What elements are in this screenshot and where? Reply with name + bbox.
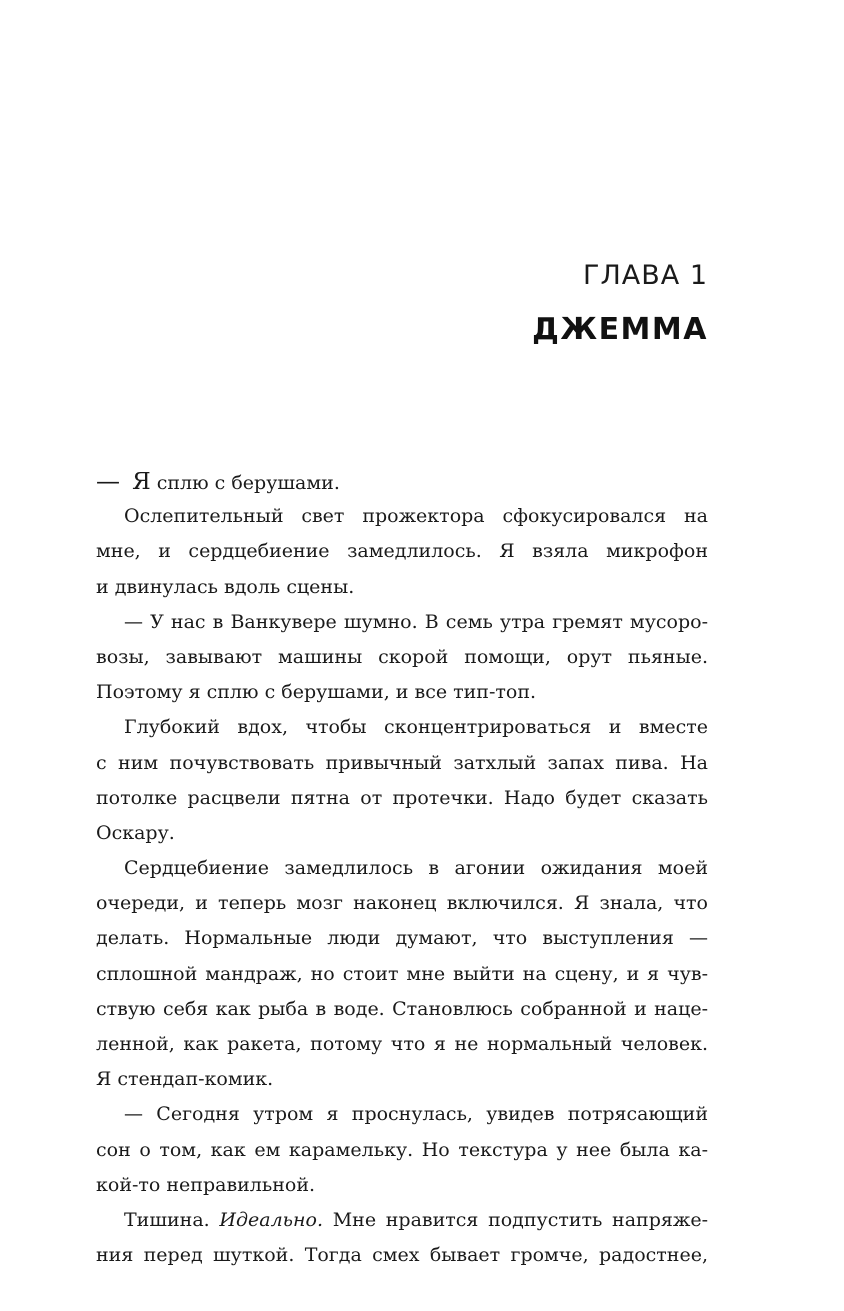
text-line: ленной, как ракета, потому что я не нормальный человек. <box>96 1033 708 1055</box>
text-fragment: Мне нравится подпустить напряже- <box>332 1208 709 1231</box>
italic-fragment: Идеально. <box>219 1208 324 1231</box>
last-paragraph-line <box>96 1203 708 1238</box>
text-line: и двинулась вдоль сцены. <box>96 575 355 598</box>
text-line: кой-то неправильной. <box>96 1173 316 1196</box>
text-line: возы, завывают машины скорой помощи, орут пьяные. <box>96 645 708 668</box>
text-line: мне, и сердцебиение замедлилось. Я взяла микрофон <box>96 540 708 563</box>
text-line: Я стендап-комик. <box>96 1068 274 1091</box>
chapter-number: ГЛАВА 1 <box>583 260 708 291</box>
text-line: Оскару. <box>96 821 175 844</box>
text-line: сплошной мандраж, но стоит мне выйти на сцену, и я чув- <box>96 962 708 985</box>
text-line: — У нас в Ванкувере шумно. В семь утра гремят мусоро- <box>124 610 708 633</box>
chapter-body <box>96 464 708 1273</box>
text-line: сон о том, как ем карамельку. Но текстура у нее была ка- <box>96 1138 708 1161</box>
text-line: с ним почувствовать привычный затхлый запах пива. На <box>96 751 708 774</box>
text-line: делать. Нормальные люди думают, что выступления — <box>96 927 708 950</box>
text-line: Ослепительный свет прожектора сфокусировался на <box>124 505 708 528</box>
text-fragment: Тишина. <box>124 1208 210 1231</box>
chapter-header <box>532 256 708 352</box>
text-line: ствую себя как рыба в воде. Становлюсь собранной и наце- <box>96 997 708 1020</box>
text-line: — Сегодня утром я проснулась, увидев потрясающий <box>124 1103 708 1126</box>
opening-text: сплю с берушами. <box>156 472 340 494</box>
text-line: Поэтому я сплю с берушами, и все тип-топ. <box>96 681 537 704</box>
opening-initial: Я <box>132 469 151 495</box>
opening-line <box>96 464 708 499</box>
text-line: ния перед шуткой. Тогда смех бывает громче, радостнее, <box>96 1244 708 1267</box>
text-line: очереди, и теперь мозг наконец включился. Я знала, что <box>96 892 708 915</box>
opening-dash: — <box>96 467 120 495</box>
text-line: Сердцебиение замедлилось в агонии ожидания моей <box>124 857 708 880</box>
text-line: Глубокий вдох, чтобы сконцентрироваться и вместе <box>124 716 708 739</box>
text-line: потолке расцвели пятна от протечки. Надо будет сказать <box>96 786 708 809</box>
chapter-title: ДЖЕММА <box>532 312 708 347</box>
